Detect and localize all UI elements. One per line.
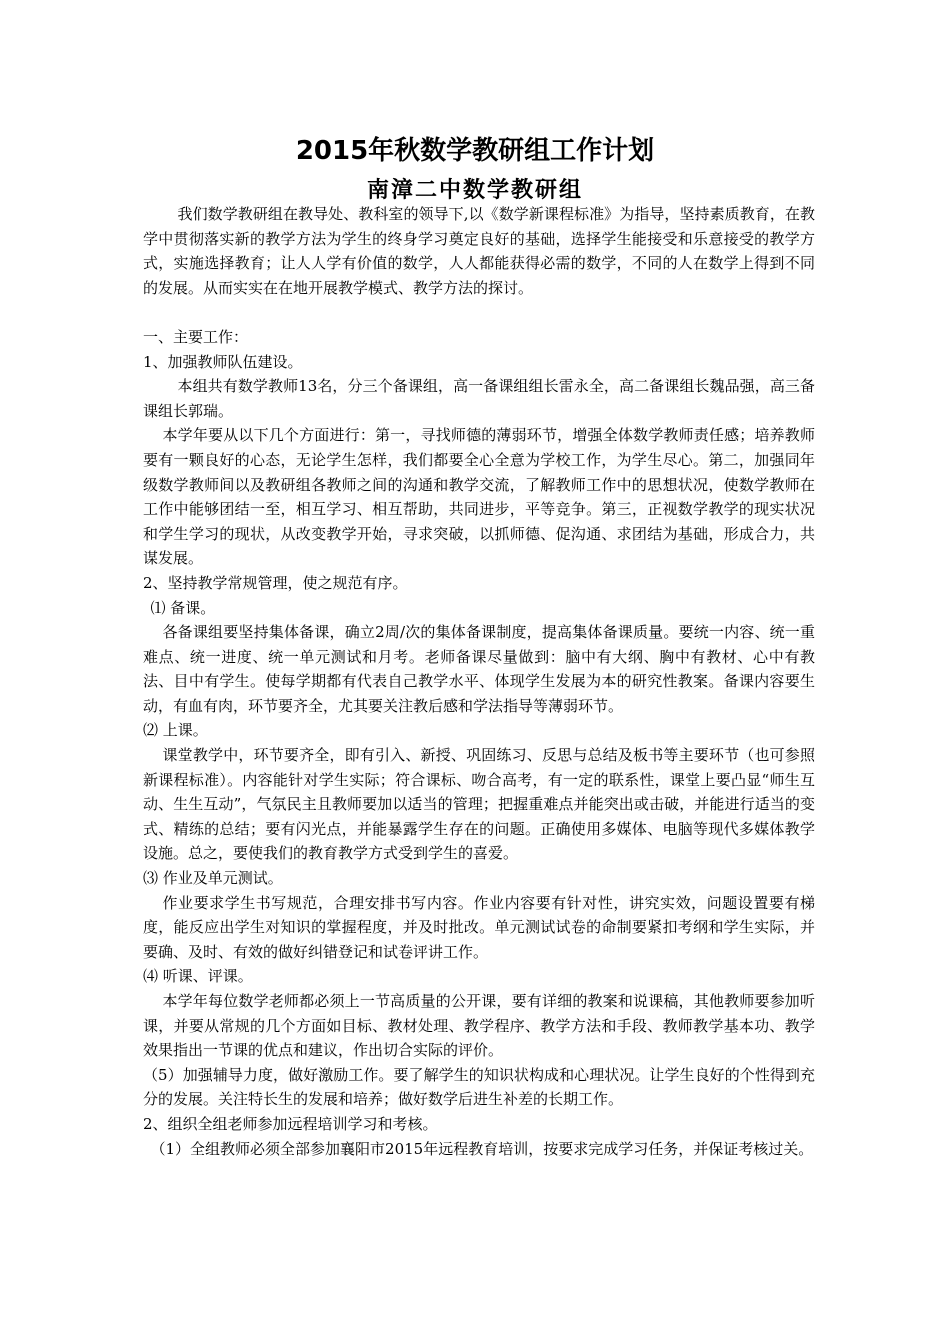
paragraph: 本组共有数学教师13名，分三个备课组，高一备课组组长雷永全，高二备课组长魏品强，高三备课组长郭瑞。 — [143, 377, 815, 420]
section-heading: 1、加强教师队伍建设。 — [143, 352, 303, 371]
section-heading: 2、组织全组老师参加远程培训学习和考核。 — [143, 1114, 438, 1133]
subsection-heading: ⑵ 上课。 — [143, 721, 208, 740]
document-body — [143, 202, 815, 1161]
blank-line — [143, 300, 815, 325]
paragraph: 我们数学教研组在教导处、教科室的领导下,以《数学新课程标准》为指导，坚持素质教育，在教学中贯彻落实新的教学方法为学生的终身学习奠定良好的基础，选择学生能接受和乐意接受的教学方式，实施选择教育；让人人学有价值的数学，人人都能获得必需的数学，不同的人在数学上得到不同的发展。从而实实在在地开展教学模式、教学方法的探讨。 — [143, 205, 815, 297]
paragraph: 各备课组要坚持集体备课，确立2周/次的集体备课制度，提高集体备课质量。要统一内容、统一重难点、统一进度、统一单元测试和月考。老师备课尽量做到：脑中有大纲、胸中有教材、心中有教法、目中有学生。使每学期都有代表自己教学水平、体现学生发展为本的研究性教案。备课内容要生动，有血有肉，环节要齐全，尤其要关注教后感和学法指导等薄弱环节。 — [143, 623, 815, 715]
subsection-heading: ⑶ 作业及单元测试。 — [143, 869, 283, 888]
paragraph: 课堂教学中，环节要齐全，即有引入、新授、巩固练习、反思与总结及板书等主要环节（也可参照新课程标准）。内容能针对学生实际；符合课标、吻合高考，有一定的联系性，课堂上要凸显“师生互动、生生互动”，气氛民主且教师要加以适当的管理；把握重难点并能突出或击破，并能进行适当的变式、精练的总结；要有闪光点，并能暴露学生存在的问题。正确使用多媒体、电脑等现代多媒体教学设施。总之，要使我们的教育教学方式受到学生的喜爱。 — [143, 746, 815, 863]
paragraph: 本学年每位数学老师都必须上一节高质量的公开课，要有详细的教案和说课稿，其他教师要参加听课，并要从常规的几个方面如目标、教材处理、教学程序、教学方法和手段、教师教学基本功、教学效果指出一节课的优点和建议，作出切合实际的评价。 — [143, 992, 815, 1060]
paragraph: 作业要求学生书写规范，合理安排书写内容。作业内容要有针对性，讲究实效，问题设置要有梯度，能反应出学生对知识的掌握程度，并及时批改。单元测试试卷的命制要紧扣考纲和学生实际，并要确、及时、有效的做好纠错登记和试卷评讲工作。 — [143, 893, 815, 961]
document-subtitle: 南漳二中数学教研组 — [366, 177, 583, 203]
subsection-heading: ⑴ 备课。 — [150, 598, 216, 617]
section-heading: 一、主要工作： — [143, 327, 249, 346]
section-heading: 2、坚持教学常规管理，使之规范有序。 — [143, 573, 408, 592]
paragraph: （5）加强辅导力度，做好激励工作。要了解学生的知识状构成和心理状况。让学生良好的个性得到充分的发展。关注特长生的发展和培养；做好数学后进生补差的长期工作。 — [143, 1065, 815, 1109]
paragraph: （1）全组教师必须全部参加襄阳市2015年远程教育培训，按要求完成学习任务，并保证考核过关。 — [150, 1139, 814, 1158]
document-title: 2015年秋数学教研组工作计划 — [295, 136, 655, 166]
subsection-heading: ⑷ 听课、评课。 — [143, 967, 253, 986]
paragraph: 本学年要从以下几个方面进行：第一，寻找师德的薄弱环节，增强全体数学教师责任感；培养教师要有一颗良好的心态，无论学生怎样，我们都要全心全意为学校工作，为学生尽心。第二，加强同年级数学教师间以及教研组各教师之间的沟通和教学交流，了解教师工作中的思想状况，使数学教师在工作中能够团结一至，相互学习、相互帮助，共同进步，平等竞争。第三，正视数学教学的现实状况和学生学习的现状，从改变教学开始，寻求突破，以抓师德、促沟通、求团结为基础，形成合力，共谋发展。 — [143, 426, 815, 568]
